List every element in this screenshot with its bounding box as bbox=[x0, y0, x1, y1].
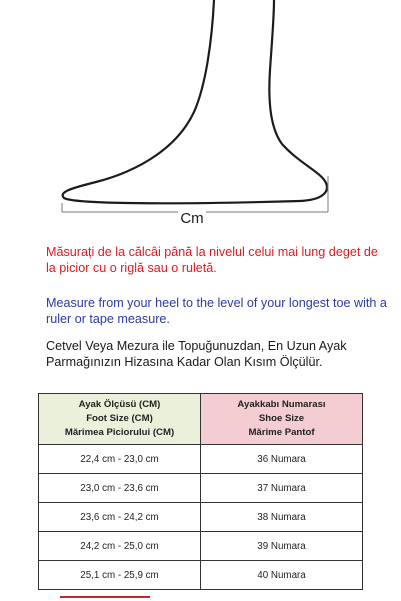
shoe-size-cell: 38 Numara bbox=[201, 503, 363, 532]
shoe-size-cell: 39 Numara bbox=[201, 532, 363, 561]
foot-size-cell: 24,2 cm - 25,0 cm bbox=[39, 532, 201, 561]
instruction-turkish: Cetvel Veya Mezura ile Topuğunuzdan, En Uzun Ayak Parmağınızın Hizasına Kadar Olan Kısım Ölçülür. bbox=[46, 339, 347, 369]
foot-measurement-illustration bbox=[0, 0, 401, 232]
foot-size-cell: 25,1 cm - 25,9 cm bbox=[39, 561, 201, 590]
shoe-size-header-tr: Ayakkabı Numarası bbox=[237, 399, 326, 410]
foot-size-header-ro: Mărimea Piciorului (CM) bbox=[64, 427, 175, 438]
foot-size-header bbox=[39, 394, 201, 445]
size-table bbox=[38, 393, 363, 590]
table-row bbox=[39, 503, 363, 532]
size-table-header-row bbox=[39, 394, 363, 445]
table-row bbox=[39, 474, 363, 503]
foot-size-cell: 23,0 cm - 23,6 cm bbox=[39, 474, 201, 503]
shoe-size-header-ro: Mărime Pantof bbox=[248, 427, 315, 438]
measure-label: Cm bbox=[180, 210, 204, 227]
foot-size-cell: 22,4 cm - 23,0 cm bbox=[39, 445, 201, 474]
shoe-size-cell: 40 Numara bbox=[201, 561, 363, 590]
shoe-size-header bbox=[201, 394, 363, 445]
foot-size-cell: 23,6 cm - 24,2 cm bbox=[39, 503, 201, 532]
foot-outline bbox=[63, 0, 327, 203]
bottom-accent-divider bbox=[60, 596, 150, 598]
table-row bbox=[39, 445, 363, 474]
table-row bbox=[39, 532, 363, 561]
foot-size-header-tr: Ayak Ölçüsü (CM) bbox=[78, 399, 161, 410]
shoe-size-header-en: Shoe Size bbox=[258, 413, 305, 424]
foot-size-header-en: Foot Size (CM) bbox=[86, 413, 153, 424]
table-row bbox=[39, 561, 363, 590]
instruction-romanian: Măsurați de la călcâi până la nivelul celui mai lung deget de la picior cu o riglă sau o ruletă. bbox=[46, 245, 378, 275]
instruction-english: Measure from your heel to the level of your longest toe with a ruler or tape measure. bbox=[46, 296, 387, 326]
shoe-size-cell: 37 Numara bbox=[201, 474, 363, 503]
shoe-size-cell: 36 Numara bbox=[201, 445, 363, 474]
